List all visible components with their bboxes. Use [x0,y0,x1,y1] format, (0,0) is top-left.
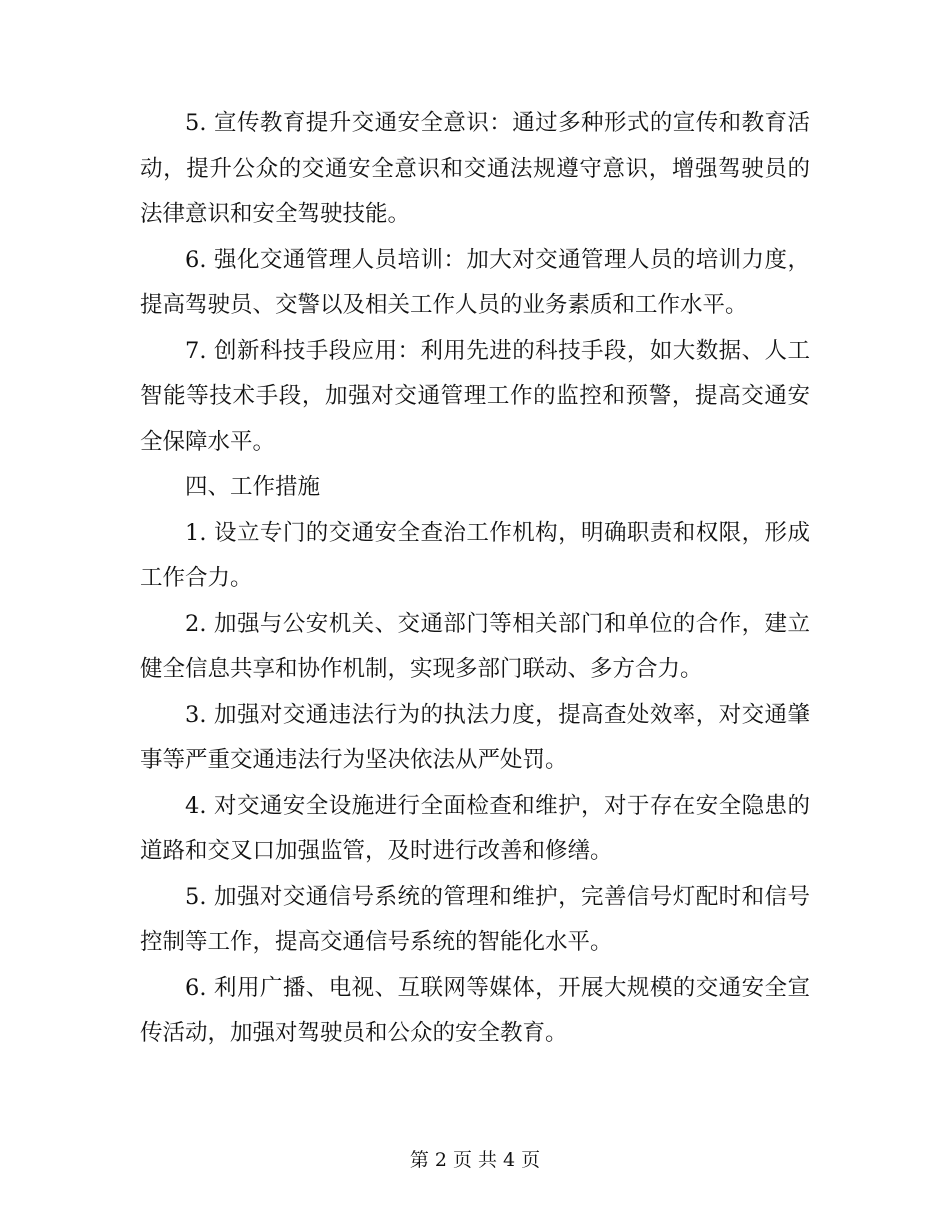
paragraph-item-6: 6. 强化交通管理人员培训：加大对交通管理人员的培训力度，提高驾驶员、交警以及相关工作人员的业务素质和工作水平。 [140,246,810,318]
measure-item-5: 5. 加强对交通信号系统的管理和维护，完善信号灯配时和信号控制等工作，提高交通信号系统的智能化水平。 [140,883,810,955]
paragraph-item-7: 7. 创新科技手段应用：利用先进的科技手段，如大数据、人工智能等技术手段，加强对交通管理工作的监控和预警，提高交通安全保障水平。 [140,337,810,455]
measure-item-3: 3. 加强对交通违法行为的执法力度，提高查处效率，对交通肇事等严重交通违法行为坚决依法从严处罚。 [140,701,810,773]
page-number-footer: 第 2 页 共 4 页 [409,1149,541,1171]
measure-item-4: 4. 对交通安全设施进行全面检查和维护，对于存在安全隐患的道路和交叉口加强监管，及时进行改善和修缮。 [140,792,810,864]
measure-item-1: 1. 设立专门的交通安全查治工作机构，明确职责和权限，形成工作合力。 [140,519,810,591]
measure-item-6: 6. 利用广播、电视、互联网等媒体，开展大规模的交通安全宣传活动，加强对驾驶员和公众的安全教育。 [140,974,810,1046]
section-heading: 四、工作措施 [185,474,321,500]
document-body [140,101,810,1057]
measure-item-2: 2. 加强与公安机关、交通部门等相关部门和单位的合作，建立健全信息共享和协作机制，实现多部门联动、多方合力。 [140,610,810,682]
paragraph-item-5: 5. 宣传教育提升交通安全意识：通过多种形式的宣传和教育活动，提升公众的交通安全意识和交通法规遵守意识，增强驾驶员的法律意识和安全驾驶技能。 [140,110,810,227]
